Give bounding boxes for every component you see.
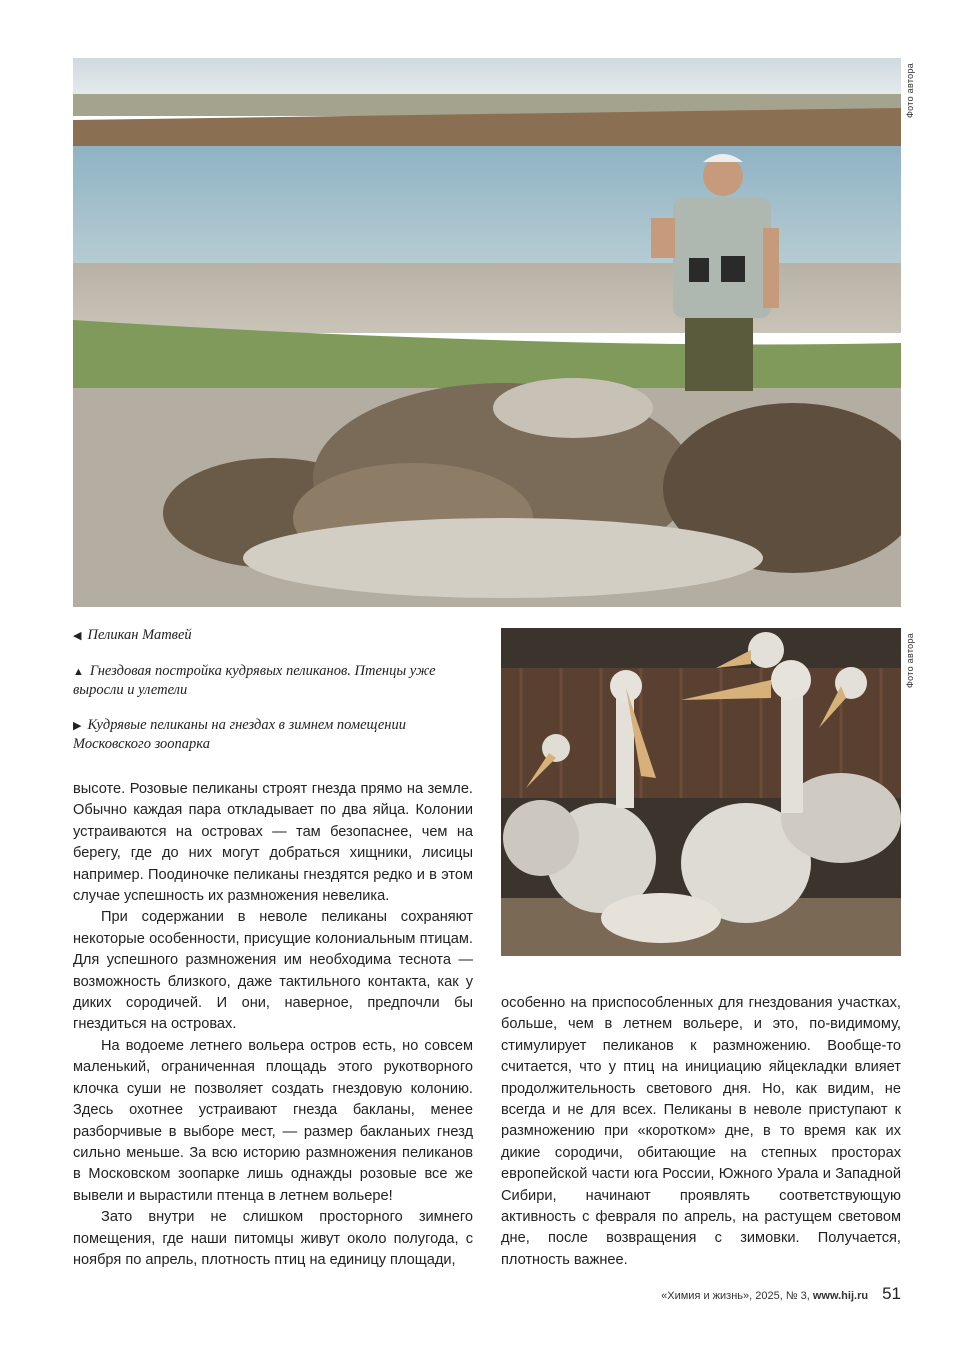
caption-1-text: Пеликан Матвей: [87, 627, 192, 643]
photo-credit-top: Фото автора: [905, 62, 915, 118]
caption-3-text: Кудрявые пеликаны на гнездах в зимнем помещении Московского зоопарка: [73, 717, 406, 752]
caption-2: [73, 662, 473, 699]
pelicans-photo-image: [501, 628, 901, 956]
right-column: [501, 993, 901, 1271]
journal-site-link[interactable]: www.hij.ru: [812, 1290, 869, 1302]
journal-reference: «Химия и жизнь», 2025, № 3,: [661, 1290, 810, 1302]
arrow-left-icon: ◀: [73, 630, 82, 642]
photo-credit-right: Фото автора: [905, 632, 915, 688]
page-footer: [661, 1284, 901, 1304]
caption-3: [73, 716, 473, 753]
nest-photo: [73, 58, 901, 607]
caption-2-text: Гнездовая постройка кудрявых пеликанов. Птенцы уже выросли и улетели: [73, 663, 436, 698]
right-paragraph-1: особенно на приспособленных для гнездования участках, больше, чем в летнем вольере, и это, по-видимому, стимулирует пеликанов к размножению. Вообще-то считается, что у птиц на инициацию яйцекладки влияет продолжительность светового дня. Но, как видим, не всегда и не для всех. Пеликаны в неволе приступают к размножению при «коротком» дне, в то время как их дикие сородичи, обитающие на степных просторах европейской части юга России, Южного Урала и Западной Сибири, начинают проявлять соответствующую активность с февраля по апрель, на растущем световом дне, после возвращения с зимовки. Получается, плотность важнее.: [501, 995, 901, 1268]
pelicans-photo: [501, 628, 901, 956]
left-column: [73, 779, 473, 1271]
left-paragraph-1: высоте. Розовые пеликаны строят гнезда прямо на земле. Обычно каждая пара откладывает по два яйца. Колонии устраиваются на островах — там безопаснее, чем на берегу, где до них могут добраться хищники, лисицы например. Поодиночке пеликаны гнездятся редко и в этом случае успешность их размножения невелика.: [73, 781, 473, 905]
left-paragraph-3: На водоеме летнего вольера остров есть, но совсем маленький, ограниченная площадь этого рукотворного клочка суши не позволяет создать гнездовую колонию. Здесь охотнее устраивают гнезда бакланы, менее разборчивые в выборе мест, — размер бакланьих гнезд сильно меньше. За всю историю размножения пеликанов в Московском зоопарке лишь однажды розовые все же вывели и вырастили птенца в летнем вольере!: [73, 1037, 473, 1204]
arrow-right-icon: ▶: [73, 720, 82, 732]
page-number: 51: [882, 1284, 901, 1303]
arrow-up-icon: ▲: [73, 666, 84, 678]
nest-photo-image: [73, 58, 901, 607]
caption-1: [73, 626, 473, 645]
left-paragraph-4: Зато внутри не слишком просторного зимнего помещения, где наши питомцы живут около полугода, с ноября по апрель, плотность птиц на единицу площади,: [73, 1209, 473, 1268]
left-paragraph-2: При содержании в неволе пеликаны сохраняют некоторые особенности, присущие колониальным птицам. Для успешного размножения им необходима теснота — возможность близкого, даже тактильного контакта, как у диких сородичей. И они, наверное, предпочли бы гнездиться на островах.: [73, 909, 473, 1033]
